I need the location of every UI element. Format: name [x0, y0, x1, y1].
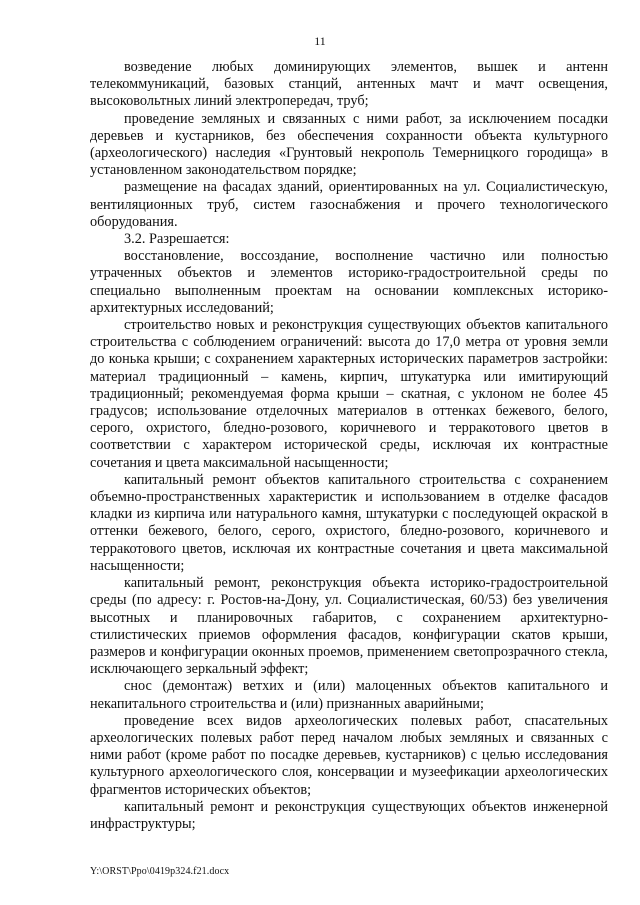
paragraph-permitted-construction: строительство новых и реконструкция существующих объектов капитального строительства с соблюдением ограничений: высота до 17,0 метра от уровня земли до конька крыши; с сохранением характерных исторических параметров застройки: материал традиционный – камень, кирпич, штукатурка или имитирующий традиционный; рекомендуемая форма крыши – скатная, с уклоном не более 45 градусов; использование отделочных материалов в оттенках бежевого, белого, серого, охристого, бледно-розового, коричневого и терракотового цветов в соответствии с характером исторической среды, исключая их контрастные сочетания и цвета максимальной насыщенности;: [90, 317, 608, 471]
document-body: [90, 59, 608, 833]
paragraph-prohibited-facade-equipment: размещение на фасадах зданий, ориентированных на ул. Социалистическую, вентиляционных труб, систем газоснабжения и прочего технологического оборудования.: [90, 179, 608, 230]
section-heading-permitted: 3.2. Разрешается:: [124, 231, 230, 248]
paragraph-prohibited-earthworks: проведение земляных и связанных с ними работ, за исключением посадки деревьев и кустарников, без обеспечения сохранности объекта культурного (археологического) наследия «Грунтовый некрополь Темерницкого городища» в установленном законодательством порядке;: [90, 110, 608, 179]
paragraph-permitted-capital-repair: капитальный ремонт объектов капитального строительства с сохранением объемно-пространственных характеристик и использованием в отделке фасадов кладки из кирпича или натурального камня, штукатурки с последующей окраской в оттенки бежевого, белого, серого, охристого, бледно-розового, коричневого и терракотового цветов, исключая их контрастные сочетания и цвета максимальной насыщенности;: [90, 471, 608, 574]
page-number: 11: [314, 34, 326, 48]
paragraph-permitted-reconstruction-address: капитальный ремонт, реконструкция объекта историко-градостроительной среды (по адресу: г. Ростов-на-Дону, ул. Социалистическая, 60/53) без увеличения высотных и планировочных габаритов, с сохранением архитектурно-стилистических приемов оформления фасадов, конфигурации скатов крыши, размеров и конфигурации оконных проемов, применением светопрозрачного стекла, исключающего зеркальный эффект;: [90, 575, 608, 678]
paragraph-permitted-infrastructure: капитальный ремонт и реконструкция существующих объектов инженерной инфраструктуры;: [90, 798, 608, 832]
paragraph-permitted-restoration: восстановление, воссоздание, восполнение частично или полностью утраченных объектов и элементов историко-градостроительной среды по специально выполненным проектам на основании комплексных историко-архитектурных исследований;: [90, 248, 608, 316]
paragraph-prohibited-dominants: возведение любых доминирующих элементов, вышек и антенн телекоммуникаций, базовых станций, антенных мачт и мачт освещения, высоковольтных линий электропередач, труб;: [90, 59, 608, 110]
paragraph-permitted-demolition: снос (демонтаж) ветхих и (или) малоценных объектов капитального и некапитального строительства и (или) признанных аварийными;: [90, 678, 608, 712]
paragraph-permitted-archaeology: проведение всех видов археологических полевых работ, спасательных археологических полевых работ перед началом любых земляных и связанных с ними работ (кроме работ по посадке деревьев, кустарников) с целью исследования культурного археологического слоя, консервации и музеефикации археологических фрагментов исторических объектов;: [90, 712, 608, 798]
footer-file-path: Y:\ORST\Ppo\0419p324.f21.docx: [90, 866, 230, 877]
